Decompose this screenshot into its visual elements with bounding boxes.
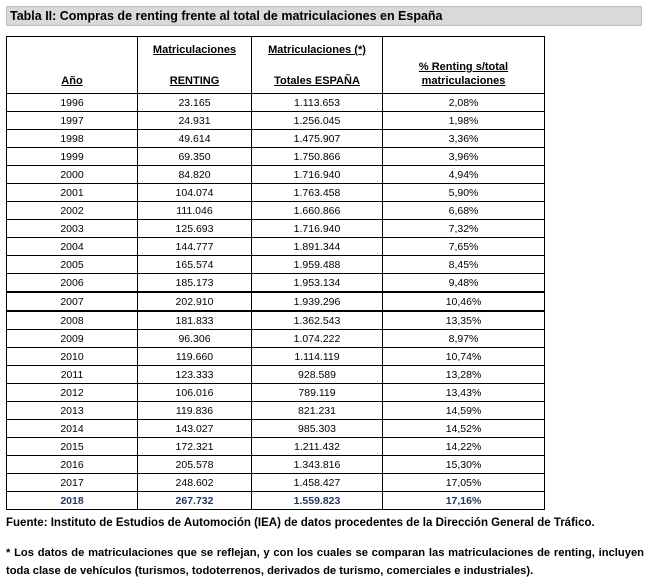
cell-pct: 7,65% — [383, 238, 545, 256]
cell-year: 2018 — [7, 492, 138, 510]
cell-year: 1999 — [7, 148, 138, 166]
header-total-top: Matriculaciones (*) — [268, 44, 366, 56]
cell-year: 1997 — [7, 112, 138, 130]
cell-renting: 24.931 — [138, 112, 252, 130]
cell-total: 1.362.543 — [252, 311, 383, 330]
cell-total: 1.256.045 — [252, 112, 383, 130]
cell-renting: 125.693 — [138, 220, 252, 238]
cell-renting: 185.173 — [138, 274, 252, 293]
table-row — [7, 438, 545, 456]
cell-renting: 165.574 — [138, 256, 252, 274]
cell-total: 985.303 — [252, 420, 383, 438]
cell-pct: 2,08% — [383, 94, 545, 112]
cell-renting: 248.602 — [138, 474, 252, 492]
cell-total: 1.559.823 — [252, 492, 383, 510]
table-row — [7, 366, 545, 384]
table-row — [7, 256, 545, 274]
cell-year: 2013 — [7, 402, 138, 420]
cell-renting: 202.910 — [138, 292, 252, 311]
cell-total: 1.074.222 — [252, 330, 383, 348]
cell-renting: 106.016 — [138, 384, 252, 402]
cell-renting: 181.833 — [138, 311, 252, 330]
cell-year: 2001 — [7, 184, 138, 202]
header-renting-bottom: RENTING — [169, 75, 220, 87]
table-row — [7, 456, 545, 474]
cell-pct: 13,28% — [383, 366, 545, 384]
cell-renting: 23.165 — [138, 94, 252, 112]
table-row — [7, 492, 545, 510]
cell-year: 2016 — [7, 456, 138, 474]
header-total-bottom: Totales ESPAÑA — [274, 75, 360, 87]
cell-year: 2004 — [7, 238, 138, 256]
cell-year: 2008 — [7, 311, 138, 330]
cell-year: 2002 — [7, 202, 138, 220]
header-total — [252, 37, 383, 94]
cell-renting: 119.836 — [138, 402, 252, 420]
cell-renting: 96.306 — [138, 330, 252, 348]
cell-renting: 69.350 — [138, 148, 252, 166]
cell-total: 1.211.432 — [252, 438, 383, 456]
cell-pct: 3,36% — [383, 130, 545, 148]
table-row — [7, 274, 545, 293]
table-row — [7, 202, 545, 220]
cell-renting: 119.660 — [138, 348, 252, 366]
cell-pct: 4,94% — [383, 166, 545, 184]
header-renting — [138, 37, 252, 94]
cell-total: 1.716.940 — [252, 220, 383, 238]
header-year-label: Año — [61, 75, 83, 87]
cell-total: 789.119 — [252, 384, 383, 402]
header-pct-bottom: matriculaciones — [421, 75, 506, 87]
cell-renting: 143.027 — [138, 420, 252, 438]
cell-renting: 267.732 — [138, 492, 252, 510]
cell-renting: 84.820 — [138, 166, 252, 184]
cell-pct: 8,45% — [383, 256, 545, 274]
cell-pct: 5,90% — [383, 184, 545, 202]
footnote: * Los datos de matriculaciones que se reflejan, y con los cuales se comparan las matriculaciones de renting, incluyen toda clase de vehículos (turismos, todoterrenos, derivados de turismo, comerciales e industriales). — [6, 547, 644, 577]
cell-total: 1.953.134 — [252, 274, 383, 293]
cell-year: 2006 — [7, 274, 138, 293]
cell-pct: 17,05% — [383, 474, 545, 492]
cell-year: 2015 — [7, 438, 138, 456]
table-row — [7, 166, 545, 184]
renting-table — [6, 36, 545, 510]
cell-total: 1.113.653 — [252, 94, 383, 112]
table-row — [7, 292, 545, 311]
cell-year: 2017 — [7, 474, 138, 492]
cell-year: 1996 — [7, 94, 138, 112]
cell-pct: 10,46% — [383, 292, 545, 311]
cell-year: 2012 — [7, 384, 138, 402]
table-title-bar — [6, 6, 642, 26]
cell-renting: 49.614 — [138, 130, 252, 148]
cell-pct: 1,98% — [383, 112, 545, 130]
table-body — [7, 94, 545, 510]
cell-total: 1.475.907 — [252, 130, 383, 148]
cell-pct: 3,96% — [383, 148, 545, 166]
cell-renting: 111.046 — [138, 202, 252, 220]
table-row — [7, 384, 545, 402]
cell-renting: 104.074 — [138, 184, 252, 202]
cell-total: 821.231 — [252, 402, 383, 420]
table-row — [7, 148, 545, 166]
source-note: Fuente: Instituto de Estudios de Automoción (IEA) de datos procedentes de la Dirección General de Tráfico. — [6, 517, 595, 529]
table-title: Tabla II: Compras de renting frente al total de matriculaciones en España — [10, 9, 443, 23]
cell-pct: 17,16% — [383, 492, 545, 510]
table-row — [7, 112, 545, 130]
table-row — [7, 402, 545, 420]
cell-year: 2010 — [7, 348, 138, 366]
cell-year: 2003 — [7, 220, 138, 238]
header-row — [7, 37, 545, 94]
cell-pct: 14,22% — [383, 438, 545, 456]
cell-pct: 9,48% — [383, 274, 545, 293]
table-row — [7, 184, 545, 202]
header-renting-top: Matriculaciones — [152, 44, 237, 56]
cell-year: 1998 — [7, 130, 138, 148]
table-row — [7, 420, 545, 438]
table-row — [7, 238, 545, 256]
cell-year: 2009 — [7, 330, 138, 348]
cell-pct: 6,68% — [383, 202, 545, 220]
cell-pct: 14,59% — [383, 402, 545, 420]
header-pct-top: % Renting s/total — [418, 61, 509, 73]
table-row — [7, 474, 545, 492]
table-row — [7, 130, 545, 148]
cell-pct: 7,32% — [383, 220, 545, 238]
cell-pct: 15,30% — [383, 456, 545, 474]
cell-year: 2011 — [7, 366, 138, 384]
cell-pct: 13,35% — [383, 311, 545, 330]
cell-total: 1.763.458 — [252, 184, 383, 202]
cell-total: 1.458.427 — [252, 474, 383, 492]
cell-total: 1.891.344 — [252, 238, 383, 256]
cell-total: 1.716.940 — [252, 166, 383, 184]
cell-renting: 172.321 — [138, 438, 252, 456]
cell-total: 1.660.866 — [252, 202, 383, 220]
table-row — [7, 311, 545, 330]
cell-pct: 14,52% — [383, 420, 545, 438]
cell-pct: 13,43% — [383, 384, 545, 402]
cell-year: 2000 — [7, 166, 138, 184]
header-year — [7, 37, 138, 94]
cell-total: 1.343.816 — [252, 456, 383, 474]
cell-total: 1.959.488 — [252, 256, 383, 274]
cell-pct: 10,74% — [383, 348, 545, 366]
cell-total: 928.589 — [252, 366, 383, 384]
table-row — [7, 220, 545, 238]
cell-renting: 205.578 — [138, 456, 252, 474]
cell-year: 2005 — [7, 256, 138, 274]
cell-total: 1.939.296 — [252, 292, 383, 311]
header-pct — [383, 37, 545, 94]
cell-renting: 144.777 — [138, 238, 252, 256]
cell-pct: 8,97% — [383, 330, 545, 348]
cell-renting: 123.333 — [138, 366, 252, 384]
cell-year: 2014 — [7, 420, 138, 438]
table-row — [7, 94, 545, 112]
cell-total: 1.750.866 — [252, 148, 383, 166]
cell-year: 2007 — [7, 292, 138, 311]
cell-total: 1.114.119 — [252, 348, 383, 366]
table-row — [7, 330, 545, 348]
table-row — [7, 348, 545, 366]
